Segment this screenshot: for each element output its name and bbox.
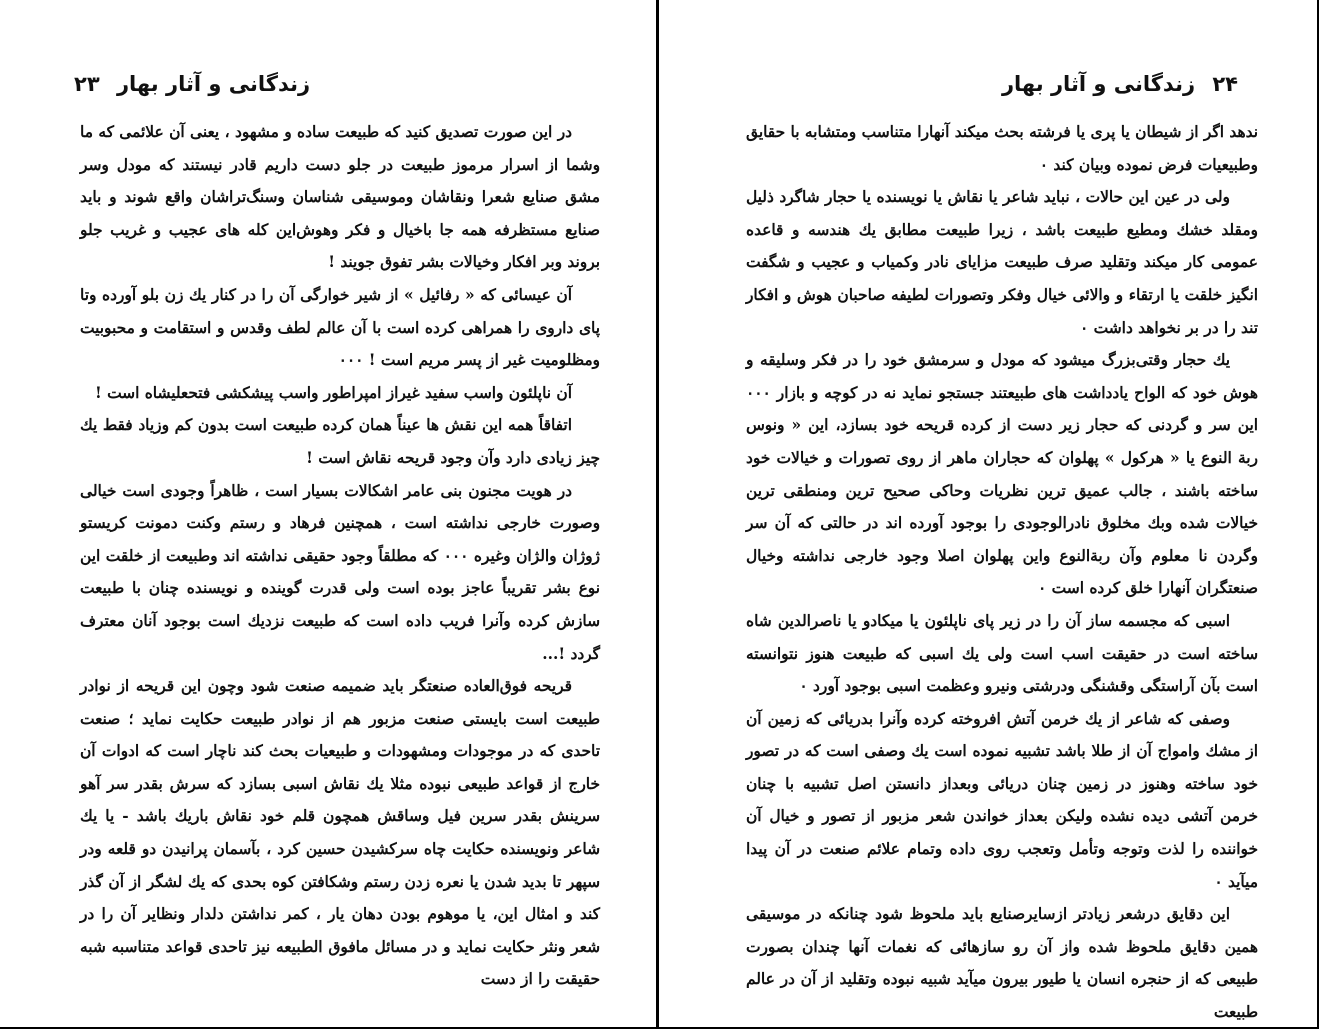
left-page-number: ۲۳: [74, 72, 100, 96]
paragraph: این دقایق درشعر زیادتر ازسایرصنایع باید ملحوظ شود چنانکه در موسیقی همین دقایق ملحوظ شده واز آن رو سازهائی که نغمات آنها چندان بصورت طبیعی که از حنجره انسان یا طیور بیرون میآید شبیه نبوده وتقلید از آن در عالم طبیعت: [746, 905, 1258, 1022]
left-page-header: [64, 72, 584, 96]
paragraph: ندهد اگر از شیطان یا پری یا فرشته بحث میکند آنهارا متناسب ومتشابه با حقایق وطبیعیات فرض نموده وبیان کند ۰: [746, 123, 1258, 174]
paragraph: در هویت مجنون بنی عامر اشکالات بسیار است ، ظاهراً وجودی است خیالی وصورت خارجی نداشته است ، همچنین فرهاد و رستم وکنت دمونت کریستو ژوژان والژان وغیره ۰۰۰ که مطلقاً وجود حقیقی نداشته اند وطبیعت از خلقت این نوع بشر تقریباً عاجز بوده است ولی قدرت گوینده و نویسنده چنان با طبیعت سازش کرده وآنرا فریب داده است که طبیعت نزدیك است بوجود آنان معترف گردد !...: [80, 481, 600, 663]
right-page: [660, 0, 1319, 1029]
paragraph: اتفاقاً همه این نقش ها عیناً همان کرده طبیعت است بدون کم وزیاد فقط یك چیز زیادی دارد وآن وجود قریحه نقاش است !: [80, 416, 600, 467]
right-page-number: ۲۴: [1212, 72, 1238, 96]
paragraph: قریحه فوق‌العاده صنعتگر باید ضمیمه صنعت شود وچون این قریحه از نوادر طبیعت است بایستی صنعت مزبور هم از نوادر طبیعت حکایت نماید ؛ صنعت تاحدی که در موجودات ومشهودات و طبیعیات بحث کند ناچار است که ادوات آن خارج از قواعد طبیعی نبوده مثلا یك نقاش اسبی بسازد که سرش بقدر سر آهو سرینش بقدر سرین فیل وساقش همچون قلم خود نقاش باریك باشد - یا یك شاعر ونویسنده حکایت چاه سرکشیدن حسین کرد ، بآسمان پرانیدن دو قلعه ودر سپهر تا بدید شدن یا نعره زدن رستم وشکافتن کوه بحدی که یك لشگر از آن گذر کند و امثال این، یا موهوم بودن دهان یار ، کمر نداشتن دلدار ونظایر آن را در شعر ونثر حکایت نماید و در مسائل مافوق الطبیعه نیز تاحدی قواعد متناسبه شبه حقیقت را از دست: [80, 677, 600, 989]
left-running-title: زندگانی و آثار بهار: [116, 72, 311, 96]
paragraph: آن عیسائی که « رفائیل » از شیر خوارگی آن را در کنار یك زن بلو آورده وتا پای داروی را همراهی کرده است با آن عالم لطف وقدس و استقامت و محبوبیت ومظلومیت غیر از پسر مریم است ! ۰۰۰: [80, 285, 600, 370]
paragraph: ولی در عین این حالات ، نباید شاعر یا نقاش یا نویسنده یا حجار شاگرد ذلیل ومقلد خشك ومطیع طبیعت باشد ، زیرا طبیعت مطابق یك هندسه و قاعده عمومی کار میکند وتقلید صرف طبیعت مزایای نادر وکمیاب و عجیب و شگفت انگیز خلقت یا ارتقاء و والائی خیال وفکر وتصورات لطیفه صاحبان هوش و افکار تند را در بر نخواهد داشت ۰: [746, 188, 1258, 337]
gutter-divider: [656, 0, 659, 1029]
right-running-title: زندگانی و آثار بهار: [1001, 72, 1196, 96]
left-page-body: [80, 116, 600, 996]
paragraph: آن ناپلئون واسب سفید غیراز امپراطور واسب پیشکشی فتحعلیشاه است !: [94, 383, 572, 402]
paragraph: وصفی که شاعر از یك خرمن آتش افروخته کرده وآنرا بدریائی که زمین آن از مشك وامواج آن از طلا باشد تشبیه نموده است یك وصفی است که در تصور خود ساخته وهنوز در زمین چنان دریائی وبعداز دانستن اصل تشبیه با چنان خرمن آتشی دیده نشده ولیکن بعداز خواندن شعر مزبور از تصور و خیال آن خواننده را لذت وتوجه وتأمل وتعجب روی داده وتمام علائم صنعت در آن پیدا میآید ۰: [746, 709, 1258, 891]
right-page-body: [746, 116, 1258, 1029]
right-page-header: [744, 72, 1248, 96]
paragraph: در این صورت تصدیق کنید که طبیعت ساده و مشهود ، یعنی آن علائمی که ما وشما از اسرار مرموز طبیعت در جلو دست داریم قادر نیستند که مودل وسر مشق صنایع شعرا ونقاشان وموسیقی شناسان وسنگ‌تراشان واقع شوند و باید صنایع مستظرفه همه جا باخیال و فکر وهوش‌این کله های عجیب و غریب جلو بروند وبر افکار وخیالات بشر تفوق جویند !: [80, 123, 600, 272]
paragraph: یك حجار وقتی‌بزرگ میشود که مودل و سرمشق خود را در فکر وسلیقه و هوش خود که الواح یادداشت های طبیعتند جستجو نماید نه در کوچه و بازار ۰۰۰ این سر و گردنی که حجار زیر دست از کرده قریحه خود بسازد، این « ونوس ربة النوع یا « هرکول » پهلوان که حجاران ماهر از روی تصورات و خیالات خود ساخته باشند ، جالب عمیق ترین نظریات وحاکی صحیح ترین ومنطقی ترین خیالات شده وبك مخلوق نادرالوجودی را بوجود آورده اند در حالتی که آن سر وگردن نا معلوم وآن ربةالنوع واین پهلوان اصلا وجود خارجی نداشته وخیال صنعتگران آنهارا خلق کرده است ۰: [746, 351, 1258, 598]
paragraph: اسبی که مجسمه ساز آن را در زیر پای ناپلئون یا میکادو یا ناصرالدین شاه ساخته است در حقیقت اسب است ولی یك اسبی که طبیعت هنوز نتوانسته است بآن آراستگی وقشنگی ودرشتی ونیرو وعظمت اسبی بوجود آورد ۰: [746, 611, 1258, 696]
